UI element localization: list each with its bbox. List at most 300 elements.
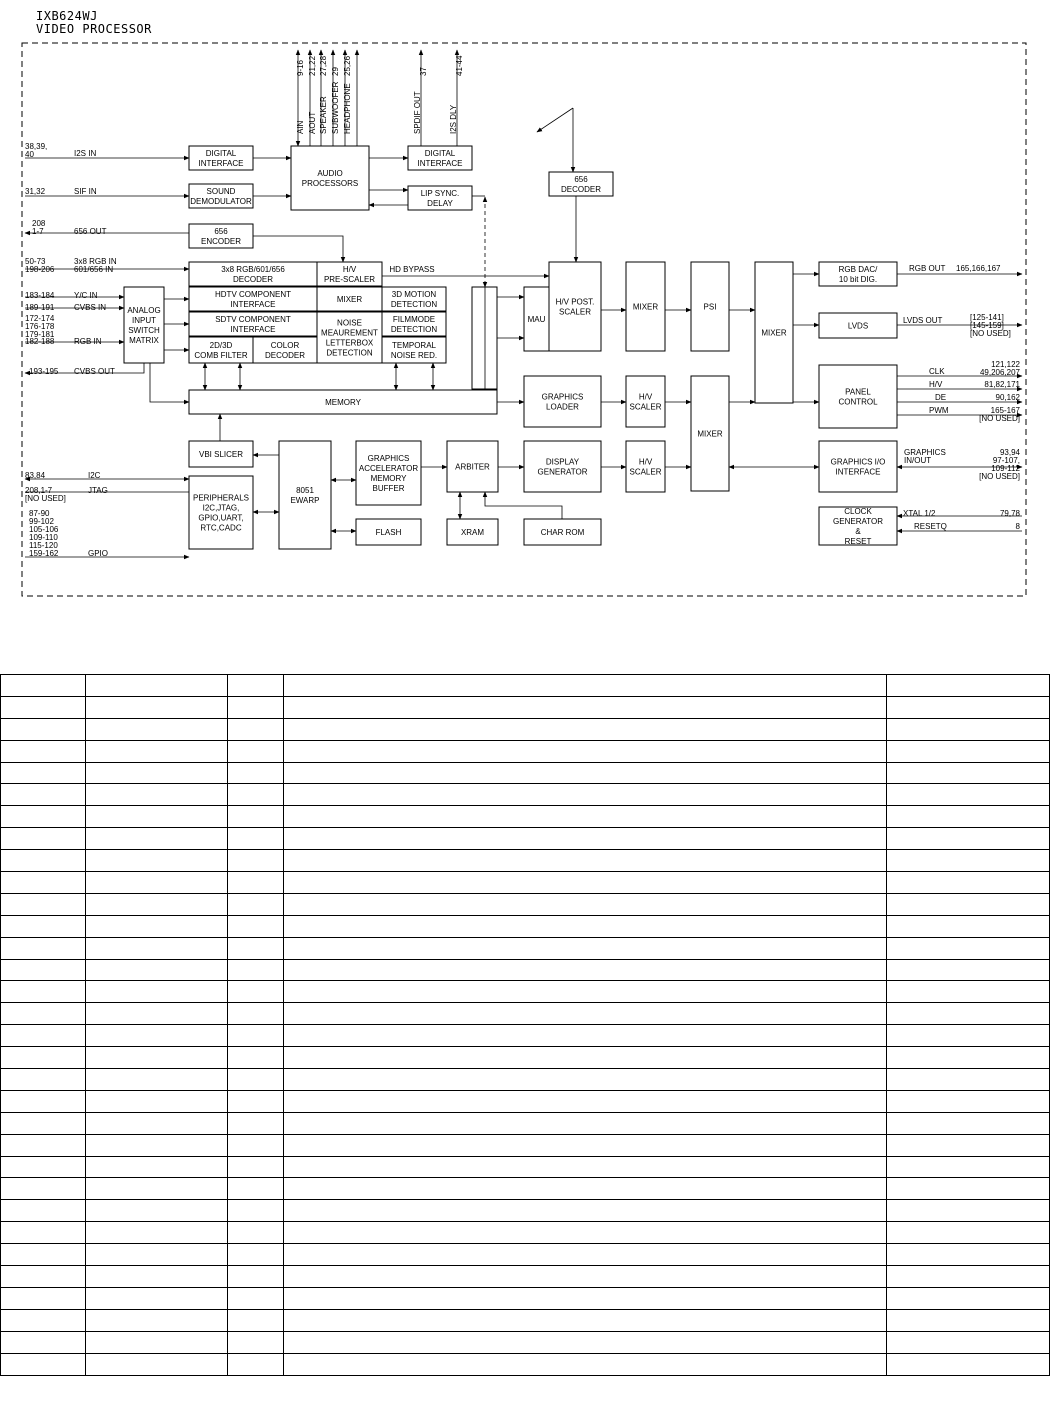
table-cell [887, 696, 1050, 718]
top-label-0: AIN [296, 120, 305, 134]
table-cell [1, 1178, 86, 1200]
table-cell [228, 1090, 284, 1112]
cpu-8051-block [279, 441, 331, 549]
table-row [1, 1047, 1050, 1069]
lip-sync-delay-block-label: LIP SYNC. DELAY [420, 188, 460, 208]
table-cell [887, 915, 1050, 937]
table-cell [1, 1309, 86, 1331]
table-cell [228, 893, 284, 915]
table-cell [228, 872, 284, 894]
rgb-dac-block [819, 262, 897, 286]
digital-interface-out-block [408, 146, 472, 170]
table-cell [887, 1222, 1050, 1244]
table-cell [887, 1090, 1050, 1112]
table-row [1, 915, 1050, 937]
table-cell [228, 1025, 284, 1047]
lvds-block-label: LVDS [847, 321, 869, 331]
rgb-decoder-block [189, 262, 317, 286]
table-cell [228, 762, 284, 784]
table-cell [86, 740, 228, 762]
i2c-label: I2C [88, 471, 101, 480]
out656-pins: 208 1-7 [32, 219, 46, 236]
table-cell [228, 1069, 284, 1091]
table-cell [228, 1309, 284, 1331]
table-cell [284, 696, 887, 718]
table-cell [1, 675, 86, 697]
cvbs-label: CVBS IN [74, 303, 107, 312]
table-cell [86, 981, 228, 1003]
table-cell [284, 1134, 887, 1156]
table-row [1, 696, 1050, 718]
char-rom-block [524, 519, 601, 545]
lvds-block [819, 313, 897, 338]
top-pin-3: 29 [331, 67, 340, 76]
graphics-scaler-1-block [626, 376, 665, 427]
table-cell [284, 1331, 887, 1353]
clk-pins: 121,122 49,206,207 [979, 360, 1020, 377]
analog-input-switch-matrix-block [124, 287, 164, 363]
lvds-out-label: LVDS OUT [903, 316, 943, 325]
table-cell [86, 1244, 228, 1266]
table-cell [284, 1047, 887, 1069]
table-cell [1, 1156, 86, 1178]
table-cell [1, 784, 86, 806]
part-number: IXB624WJ [36, 9, 98, 23]
table-cell [284, 1112, 887, 1134]
top-label-4: HEADPHONE [343, 83, 352, 134]
table-cell [228, 1047, 284, 1069]
table-cell [1, 1244, 86, 1266]
table-cell [284, 806, 887, 828]
peripherals-block-label: PERIPHERALS I2C,JTAG, GPIO,UART, RTC,CADC [192, 493, 250, 533]
rgb-in-pins: 50-73 [25, 257, 46, 266]
hv-pins: 81,82,171 [984, 380, 1020, 389]
in656-pins: 198-206 [25, 265, 55, 274]
flash-block-label: FLASH [375, 527, 402, 537]
top-label-3: SUBWOOFER [331, 81, 340, 134]
table-cell [1, 1200, 86, 1222]
top-label-6: I2S DLY [449, 104, 458, 134]
i2s-pins: 38,39, 40 [25, 142, 48, 159]
table-cell [86, 1200, 228, 1222]
table-cell [887, 718, 1050, 740]
table-cell [1, 696, 86, 718]
arbiter-block-label: ARBITER [455, 462, 490, 472]
table-row [1, 718, 1050, 740]
mixer-1-block [626, 262, 665, 351]
table-cell [284, 784, 887, 806]
table-cell [1, 872, 86, 894]
table-cell [887, 1309, 1050, 1331]
table-row [1, 1331, 1050, 1353]
table-cell [86, 1003, 228, 1025]
top-label-5: SPDIF OUT [413, 91, 422, 134]
table-cell [228, 718, 284, 740]
xtal-pins: 79,78 [999, 509, 1020, 518]
table-cell [284, 740, 887, 762]
table-cell [228, 1134, 284, 1156]
table-cell [1, 718, 86, 740]
top-label-1: AOUT [308, 111, 317, 134]
table-cell [86, 718, 228, 740]
sound-demodulator-block-label: SOUND DEMODULATOR [190, 186, 252, 206]
table-row [1, 1244, 1050, 1266]
table-cell [284, 1156, 887, 1178]
table-cell [887, 1069, 1050, 1091]
table-cell [1, 1353, 86, 1375]
color-decoder-block [253, 337, 317, 363]
clock-generator-block [819, 507, 897, 546]
table-row [1, 850, 1050, 872]
decoder-656-block-label: 656 DECODER [560, 174, 602, 194]
table-cell [284, 872, 887, 894]
table-row [1, 1069, 1050, 1091]
sdtv-interface-block-label: SDTV COMPONENT INTERFACE [215, 314, 291, 334]
table-cell [228, 675, 284, 697]
table-cell [86, 784, 228, 806]
de-label: DE [935, 393, 947, 402]
rgb-out-pins: 165,166,167 [956, 264, 1001, 273]
table-cell [1, 1331, 86, 1353]
table-row [1, 762, 1050, 784]
graphics-scaler-1-block-label: H/V SCALER [629, 392, 662, 412]
comb-filter-block-label: 2D/3D COMB FILTER [194, 340, 248, 360]
top-pin-2: 27,28 [319, 55, 328, 76]
table-row [1, 1266, 1050, 1288]
w-am-mem [150, 363, 189, 402]
graphics-loader-block-label: GRAPHICS LOADER [541, 392, 584, 412]
top-label-2: SPEAKER [319, 96, 328, 134]
table-cell [86, 893, 228, 915]
arbiter-block [447, 441, 498, 492]
gpio-pins: 87-90 99-102 105-106 109-110 115-120 159-162 [29, 509, 59, 558]
table-cell [887, 959, 1050, 981]
post-scaler-block-label: H/V POST. SCALER [555, 297, 595, 317]
table-cell [887, 762, 1050, 784]
table-cell [887, 872, 1050, 894]
table-cell [284, 1266, 887, 1288]
w-enc [253, 236, 343, 262]
lvds-pins: [125-141] [145-159] [NO USED] [970, 313, 1011, 338]
table-cell [284, 1309, 887, 1331]
table-cell [284, 1244, 887, 1266]
table-cell [228, 1200, 284, 1222]
block-name: VIDEO PROCESSOR [36, 22, 152, 36]
table-cell [284, 1353, 887, 1375]
analog-input-switch-matrix-block-label: ANALOG INPUT SWITCH MATRIX [127, 305, 161, 345]
hdtv-interface-block [189, 287, 317, 311]
front-mixer-block [317, 287, 382, 311]
table-cell [1, 1090, 86, 1112]
table-cell [228, 959, 284, 981]
rgb-out-label: RGB OUT [909, 264, 946, 273]
hdtv-interface-block-label: HDTV COMPONENT INTERFACE [215, 289, 291, 309]
peripherals-block [189, 476, 253, 549]
table-cell [86, 872, 228, 894]
gfx-io-label: GRAPHICS IN/OUT [904, 448, 946, 465]
table-cell [86, 1266, 228, 1288]
table-row [1, 1287, 1050, 1309]
table-cell [284, 1069, 887, 1091]
decoder-656-block [549, 172, 613, 196]
table-cell [228, 915, 284, 937]
table-row [1, 1200, 1050, 1222]
table-cell [228, 850, 284, 872]
table-cell [228, 696, 284, 718]
table-cell [887, 784, 1050, 806]
table-cell [228, 1244, 284, 1266]
in656-label: 601/656 IN [74, 265, 114, 274]
table-row [1, 1090, 1050, 1112]
w-ext-diag [537, 108, 573, 132]
noise-letterbox-block-label: NOISE MEAUREMENT LETTERBOX DETECTION [321, 318, 378, 358]
graphics-io-block [819, 441, 897, 492]
rgb-label: RGB IN [74, 337, 102, 346]
encoder-656-block [189, 224, 253, 248]
temporal-noise-block [382, 337, 446, 363]
table-row [1, 740, 1050, 762]
encoder-656-block-label: 656 ENCODER [200, 226, 242, 246]
table-cell [86, 1156, 228, 1178]
table-cell [228, 740, 284, 762]
table-row [1, 1134, 1050, 1156]
table-cell [228, 1222, 284, 1244]
main-mixer-block [755, 262, 793, 403]
table-cell [887, 1003, 1050, 1025]
table-row [1, 784, 1050, 806]
table-cell [887, 1266, 1050, 1288]
table-cell [1, 959, 86, 981]
rgb-decoder-block-label: 3x8 RGB/601/656 DECODER [221, 264, 285, 284]
digital-interface-in-block-label: DIGITAL INTERFACE [198, 148, 244, 168]
table-cell [1, 828, 86, 850]
rgb-dac-block-label: RGB DAC/ 10 bit DIG. [838, 264, 878, 284]
jtag-pins: 208,1-7 [NO USED] [25, 486, 66, 503]
lip-sync-delay-block [408, 186, 472, 210]
table-cell [86, 806, 228, 828]
resetq-label: RESETQ [914, 522, 947, 531]
panel-control-block [819, 365, 897, 428]
front-mixer-block-label: MIXER [336, 294, 363, 304]
table-cell [284, 1222, 887, 1244]
table-cell [86, 915, 228, 937]
table-cell [86, 1069, 228, 1091]
table-cell [228, 1353, 284, 1375]
main-mixer-block-label: MIXER [761, 328, 787, 338]
table-cell [887, 806, 1050, 828]
top-pin-1: 21,22 [308, 55, 317, 76]
table-cell [86, 937, 228, 959]
table-cell [1, 1047, 86, 1069]
table-row [1, 1353, 1050, 1375]
table-cell [86, 1025, 228, 1047]
table-cell [228, 1266, 284, 1288]
vbi-slicer-block [189, 441, 253, 467]
table-cell [1, 740, 86, 762]
table-cell [228, 1112, 284, 1134]
table-cell [284, 1287, 887, 1309]
table-row [1, 937, 1050, 959]
mau-block-label: MAU [527, 314, 546, 324]
table-cell [86, 762, 228, 784]
graphics-mixer-block [691, 376, 729, 491]
table-cell [1, 1222, 86, 1244]
sdtv-interface-block [189, 312, 317, 336]
table-cell [1, 981, 86, 1003]
table-cell [887, 828, 1050, 850]
clock-generator-block-label: CLOCK GENERATOR & RESET [833, 506, 883, 546]
table-cell [228, 1287, 284, 1309]
table-cell [887, 981, 1050, 1003]
table-cell [887, 1156, 1050, 1178]
table-row [1, 1309, 1050, 1331]
display-generator-block-label: DISPLAY GENERATOR [537, 457, 588, 477]
misc-pins: 172-174 176-178 179-181 [25, 314, 55, 339]
graphics-loader-block [524, 376, 601, 427]
table-row [1, 806, 1050, 828]
filmmode-detection-block-label: FILMMODE DETECTION [390, 314, 438, 334]
table-cell [887, 1287, 1050, 1309]
mixer-1-block-label: MIXER [632, 302, 659, 312]
memory-block-label: MEMORY [325, 397, 361, 407]
top-pin-0: 9-16 [296, 59, 305, 76]
comb-filter-block [189, 337, 253, 363]
sif-pins: 31,32 [25, 187, 46, 196]
table-cell [86, 696, 228, 718]
table-cell [284, 1178, 887, 1200]
out656-label: 656 OUT [74, 227, 107, 236]
top-pin-6: 41-44 [455, 55, 464, 76]
i2s-label: I2S IN [74, 149, 97, 158]
table-cell [1, 1112, 86, 1134]
digital-interface-out-block-label: DIGITAL INTERFACE [417, 148, 463, 168]
table-cell [1, 1266, 86, 1288]
table-row [1, 959, 1050, 981]
motion-detection-block-label: 3D MOTION DETECTION [390, 289, 438, 309]
table-cell [228, 1156, 284, 1178]
table-cell [887, 1353, 1050, 1375]
rgb-pins: 182-188 [25, 337, 55, 346]
block-diagram [0, 0, 1051, 640]
gfx-io-pins: 93,94 97-107, 109-112 [NO USED] [979, 448, 1020, 481]
table-cell [86, 1178, 228, 1200]
psi-block-label: PSI [703, 302, 717, 312]
vbi-slicer-block-label: VBI SLICER [198, 449, 244, 459]
cvbs-out-pins: 193-195 [29, 367, 59, 376]
digital-interface-in-block [189, 146, 253, 170]
flash-block [356, 519, 421, 545]
table-cell [228, 1178, 284, 1200]
top-pin-5: 37 [419, 67, 428, 76]
table-cell [86, 1134, 228, 1156]
table-cell [228, 937, 284, 959]
table-cell [1, 1003, 86, 1025]
table-cell [1, 1025, 86, 1047]
jtag-label: JTAG [88, 486, 108, 495]
gpio-label: GPIO [88, 549, 109, 558]
table-cell [284, 762, 887, 784]
de-pins: 90,162 [995, 393, 1020, 402]
display-generator-block [524, 441, 601, 492]
table-cell [887, 1047, 1050, 1069]
graphics-accelerator-block [356, 441, 421, 505]
table-cell [887, 1244, 1050, 1266]
cpu-8051-block-label: 8051 EWARP [290, 485, 320, 505]
xram-block-label: XRAM [460, 527, 485, 537]
table-row [1, 872, 1050, 894]
table-cell [887, 850, 1050, 872]
table-cell [86, 1353, 228, 1375]
table-cell [887, 1112, 1050, 1134]
table-cell [1, 893, 86, 915]
table-cell [86, 1287, 228, 1309]
table-row [1, 1222, 1050, 1244]
table-cell [228, 828, 284, 850]
table-row [1, 981, 1050, 1003]
table-cell [1, 1069, 86, 1091]
table-cell [887, 893, 1050, 915]
table-cell [1, 1287, 86, 1309]
table-cell [86, 1112, 228, 1134]
table-cell [228, 806, 284, 828]
table-cell [284, 1025, 887, 1047]
i2c-pins: 83,84 [25, 471, 46, 480]
noise-letterbox-block [317, 312, 382, 363]
table-cell [86, 1047, 228, 1069]
top-pin-4: 25,26 [343, 55, 352, 76]
hd-bypass-label: HD BYPASS [389, 265, 435, 274]
table-cell [228, 981, 284, 1003]
sound-demodulator-block [189, 184, 253, 208]
table-cell [284, 1003, 887, 1025]
sif-label: SIF IN [74, 187, 97, 196]
table-cell [1, 915, 86, 937]
table-cell [887, 1200, 1050, 1222]
pin-table [0, 674, 1050, 1376]
table-cell [86, 959, 228, 981]
cvbs-pins: 189-191 [25, 303, 55, 312]
graphics-mixer-block-label: MIXER [697, 429, 723, 439]
table-row [1, 1178, 1050, 1200]
audio-processors-block-label: AUDIO PROCESSORS [301, 168, 359, 188]
char-rom-block-label: CHAR ROM [540, 527, 585, 537]
blocks [124, 146, 897, 549]
table-cell [887, 675, 1050, 697]
table-row [1, 1025, 1050, 1047]
audio-processors-block [291, 146, 369, 210]
table-cell [284, 959, 887, 981]
graphics-scaler-2-block [626, 441, 665, 492]
table-cell [284, 828, 887, 850]
table-cell [86, 828, 228, 850]
table-cell [86, 1331, 228, 1353]
pre-scaler-block [317, 262, 382, 286]
table-cell [228, 784, 284, 806]
pwm-pins: 165-167 [NO USED] [979, 406, 1020, 423]
table-row [1, 1156, 1050, 1178]
rgb-in-label: 3x8 RGB IN [74, 257, 117, 266]
graphics-scaler-2-block-label: H/V SCALER [629, 457, 662, 477]
table-cell [1, 762, 86, 784]
table-cell [284, 850, 887, 872]
motion-detection-block [382, 287, 446, 311]
table-cell [284, 981, 887, 1003]
graphics-io-block-label: GRAPHICS I/O INTERFACE [830, 457, 886, 477]
temporal-noise-block-label: TEMPORAL NOISE RED. [390, 340, 438, 360]
xtal-label: XTAL 1/2 [903, 509, 936, 518]
color-decoder-block-label: COLOR DECODER [264, 340, 306, 360]
table-row [1, 828, 1050, 850]
